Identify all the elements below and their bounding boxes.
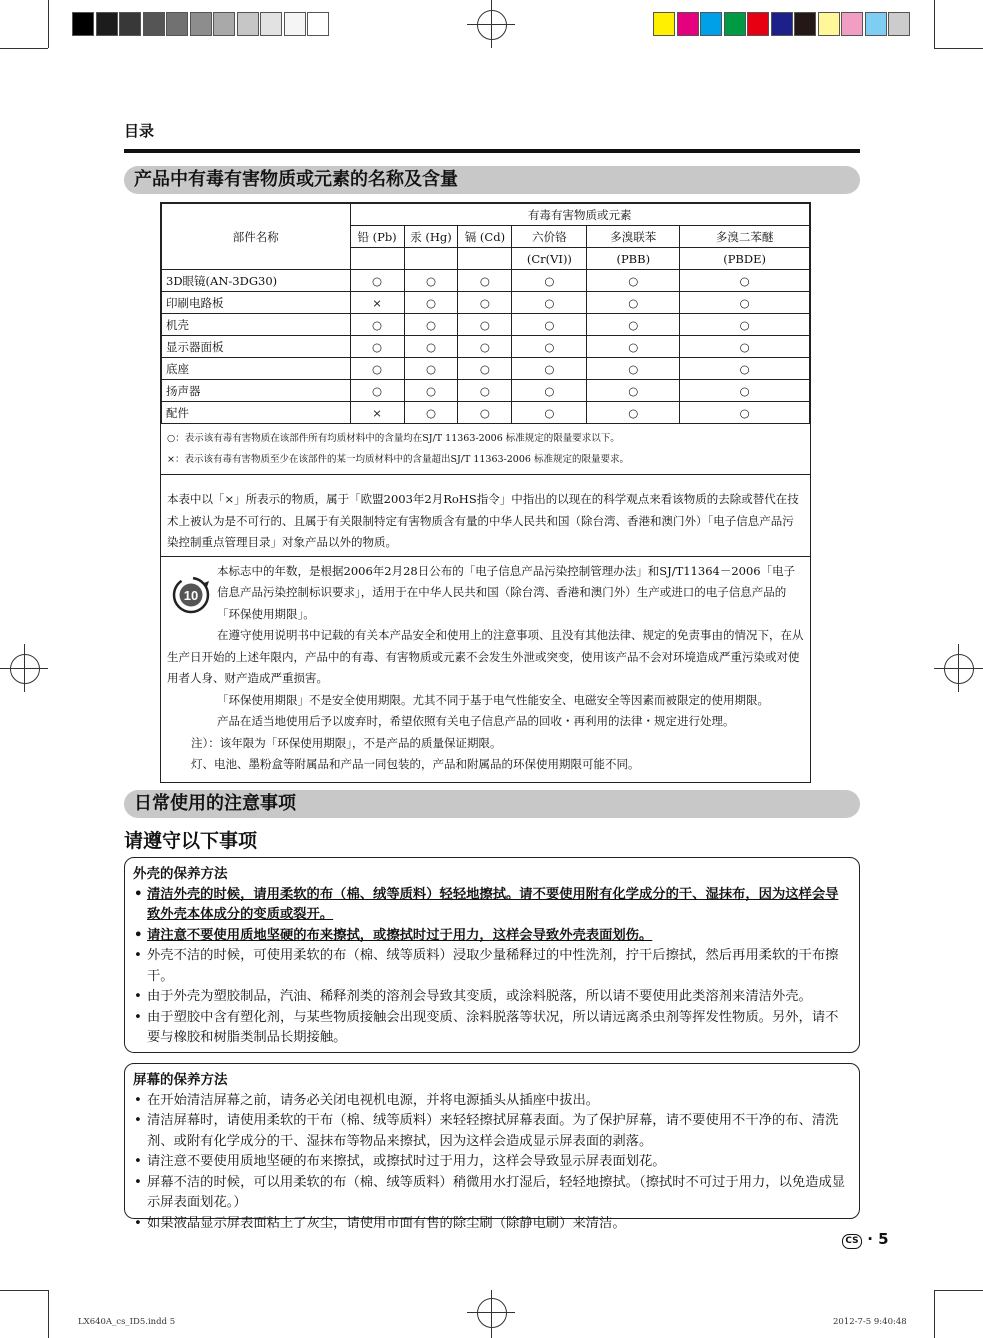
list-item: • 在开始清洁屏幕之前，请务必关闭电视机电源，并将电源插头从插座中拔出。 [133,1091,851,1112]
list-item: • 请注意不要使用质地坚硬的布来擦拭，或擦拭时过于用力，这样会导致显示屏表面划花。 [133,1152,851,1173]
part-name-header: 部件名称 [162,204,351,270]
substance-value-cell: ○ [512,314,587,336]
period-note-label: 注）：该年限为「环保使用期限」，不是产品的质量保证期限。 [191,735,502,750]
color-swatch [771,12,793,36]
crop-mark [934,1290,935,1338]
recycle-paragraph: 产品在适当地使用后予以废弃时，希望依照有关电子信息产品的回收・再利用的法律・规定进行处理。 [217,714,735,728]
table-row [162,314,810,336]
substance-column-subheader: (PBDE) [680,248,810,270]
substance-value-cell: ○ [587,336,680,358]
substance-value-cell: ○ [512,380,587,402]
crop-mark [934,48,983,49]
substance-value-cell: ○ [680,292,810,314]
accessory-note: 灯、电池、墨粉盒等附属品和产品一同包装的，产品和附属品的环保使用期限可能不同。 [191,757,640,771]
crop-mark [0,1290,48,1291]
page-separator: · [867,1230,873,1248]
color-swatch [747,12,769,36]
substance-column-subheader: (PBB) [587,248,680,270]
subtitle-observe: 请遵守以下事项 [124,830,258,852]
substance-value-cell: ○ [680,270,810,292]
list-item: • 请注意不要使用质地坚硬的布来擦拭，或擦拭时过于用力，这样会导致外壳表面划伤。 [133,926,851,947]
table-row [162,292,810,314]
list-item: • 清洁外壳的时候，请用柔软的布（棉、绒等质料）轻轻地擦拭。请不要使用附有化学成分的干、湿抹布，因为这样会导致外壳本体成分的变质或裂开。 [133,885,851,926]
eco-period-number: 10 [183,587,199,603]
substance-value-cell: ○ [458,402,512,424]
substance-value-cell: ○ [512,292,587,314]
substance-value-cell: ○ [404,380,458,402]
color-swatch [794,12,816,36]
crop-mark [48,0,49,48]
substance-column-header: 多溴联苯 [587,226,680,248]
substance-value-cell: ○ [680,402,810,424]
substance-value-cell: ○ [587,314,680,336]
period-note-paragraph: 「环保使用期限」不是安全使用期限。尤其不同于基于电气性能安全、电磁安全等因素而被限定的使用期限。 [217,692,769,707]
substance-value-cell: ○ [680,380,810,402]
part-name-cell: 显示器面板 [162,336,351,358]
list-item: • 清洁屏幕时，请使用柔软的干布（棉、绒等质料）来轻轻擦拭屏幕表面。为了保护屏幕，请不要使用不干净的布、清洗剂、或附有化学成分的干、湿抹布等物品来擦拭，因为这样会造成显示屏表面的剥落。 [133,1111,851,1152]
part-name-cell: 配件 [162,402,351,424]
crop-mark [48,1290,49,1338]
substance-value-cell: ○ [404,402,458,424]
list-item: • 由于塑胶中含有塑化剂，与某些物质接触会出现变质、涂料脱落等状况，所以请远离杀虫剂等挥发性物质。另外，请不要与橡胶和树脂类制品长期接触。 [133,1008,851,1049]
substance-value-cell: ○ [587,292,680,314]
color-swatch [213,12,235,36]
substance-value-cell: ○ [404,292,458,314]
crop-mark [934,0,935,48]
substance-group-header: 有毒有害物质或元素 [350,204,809,226]
part-name-cell: 扬声器 [162,380,351,402]
crop-mark [934,1290,983,1291]
substance-value-cell: ○ [458,270,512,292]
substance-value-cell: ○ [587,380,680,402]
color-swatch [166,12,188,36]
substance-value-cell: ○ [458,336,512,358]
table-row [162,358,810,380]
table-row [162,336,810,358]
substance-value-cell: ○ [404,314,458,336]
substance-value-cell: ○ [512,402,587,424]
table-row [162,380,810,402]
part-name-cell: 3D眼镜(AN-3DG30) [162,270,351,292]
list-item: • 屏幕不洁的时候，可以用柔软的布（棉、绒等质料）稍微用水打湿后，轻轻地擦拭。（擦拭时不可过于用力，以免造成显示屏表面划花。） [133,1173,851,1214]
substance-column-subheader: (Cr(VI)) [512,248,587,270]
substance-value-cell: ○ [350,380,404,402]
color-swatch [724,12,746,36]
substance-value-cell: × [350,292,404,314]
substance-value-cell: ○ [458,380,512,402]
color-swatch [260,12,282,36]
substance-value-cell: ○ [680,336,810,358]
color-swatch [284,12,306,36]
page-number: 5 [878,1230,889,1248]
color-swatch [143,12,165,36]
eco-period-block [161,556,810,782]
color-swatch [237,12,259,36]
substance-column-header: 镉 (Cd) [458,226,512,248]
substance-column-header: 铅 (Pb) [350,226,404,248]
substance-value-cell: ○ [404,336,458,358]
substance-value-cell: ○ [680,358,810,380]
substance-column-subheader [350,248,404,270]
substance-value-cell: ○ [458,314,512,336]
color-swatch [119,12,141,36]
substance-value-cell: ○ [512,336,587,358]
eco-paragraph: 本标志中的年数，是根据2006年2月28日公布的「电子信息产品污染控制管理办法」和SJ/T11364－2006「电子信息产品污染控制标识要求」，适用于在中华人民共和国（除台湾、香港和澳门外）生产或进口的电子信息产品的「环保使用期限」。 [217,563,796,621]
rohs-paragraph: 本表中以「×」所表示的物质，属于「欧盟2003年2月RoHS指令」中指出的以现在的科学观点来看该物质的去除或替代在技术上被认为是不可行的、且属于有关限制特定有害物质含有量的中华人民共和国（除台湾、香港和澳门外）「电子信息产品污染控制重点管理目录」对象产品以外的物质。 [161,474,810,556]
color-swatch [700,12,722,36]
color-swatch [841,12,863,36]
table-row [162,270,810,292]
hazardous-substances-block [160,202,811,783]
substance-value-cell: × [350,402,404,424]
substance-value-cell: ○ [404,270,458,292]
list-item: • 外壳不洁的时候，可使用柔软的布（棉、绒等质料）浸取少量稀释过的中性洗剂，拧干后擦拭，然后再用柔软的干布擦干。 [133,946,851,987]
part-name-cell: 底座 [162,358,351,380]
toc-label: 目录 [124,122,155,140]
color-swatch [72,12,94,36]
case-care-list [133,885,851,1049]
substance-value-cell: ○ [350,314,404,336]
note-circle: ○：表示该有毒有害物质在该部件所有均质材料中的含量均在SJ/T 11363-2006 标准规定的限量要求以下。 [167,433,620,444]
part-name-cell: 机壳 [162,314,351,336]
part-name-cell: 印刷电路板 [162,292,351,314]
section-title-hazardous: 产品中有毒有害物质或元素的名称及含量 [124,166,860,194]
footer-filename: LX640A_cs_ID5.indd 5 [78,1317,176,1327]
crop-mark [0,48,48,49]
color-swatch [96,12,118,36]
color-swatch [190,12,212,36]
substance-value-cell: ○ [350,336,404,358]
header-rule [124,149,860,153]
table-row [162,402,810,424]
note-cross: ×：表示该有毒有害物质至少在该部件的某一均质材料中的含量超出SJ/T 11363-2006 标准规定的限量要求。 [167,454,629,465]
color-swatch [865,12,887,36]
substance-value-cell: ○ [587,270,680,292]
list-item: • 由于外壳为塑胶制品，汽油、稀释剂类的溶剂会导致其变质，或涂料脱落，所以请不要使用此类溶剂来清洁外壳。 [133,987,851,1008]
substance-column-header: 多溴二苯醚 [680,226,810,248]
language-badge: CS [842,1234,862,1249]
color-swatch [653,12,675,36]
substance-value-cell: ○ [404,358,458,380]
substance-value-cell: ○ [680,314,810,336]
list-item: • 如果液晶显示屏表面粘上了灰尘，请使用市面有售的除尘刷（除静电刷）来清洁。 [133,1214,851,1235]
safety-paragraph: 在遵守使用说明书中记载的有关本产品安全和使用上的注意事项、且没有其他法律、规定的免责事由的情况下，在从生产日开始的上述年限内，产品中的有毒、有害物质或元素不会发生外泄或突变，使用该产品不会对环境造成严重污染或对使用者人身、财产造成严重损害。 [167,628,804,685]
page-number-area [842,1230,889,1249]
substance-value-cell: ○ [587,358,680,380]
color-swatch [307,12,329,36]
hazardous-substances-table [161,203,810,424]
substance-value-cell: ○ [458,292,512,314]
substance-value-cell: ○ [512,358,587,380]
substance-column-subheader [404,248,458,270]
color-swatch [818,12,840,36]
footer-timestamp: 2012-7-5 9:40:48 [833,1317,907,1327]
substance-value-cell: ○ [350,358,404,380]
substance-column-header: 汞 (Hg) [404,226,458,248]
substance-column-subheader [458,248,512,270]
case-care-box [124,857,860,1053]
substance-value-cell: ○ [512,270,587,292]
screen-care-title: 屏幕的保养方法 [133,1072,228,1088]
case-care-title: 外壳的保养方法 [133,866,228,882]
screen-care-list [133,1091,851,1235]
color-swatch [677,12,699,36]
table-notes [161,424,810,474]
substance-value-cell: ○ [458,358,512,380]
screen-care-box [124,1063,860,1231]
substance-value-cell: ○ [587,402,680,424]
substance-column-header: 六价铬 [512,226,587,248]
section-title-daily-use: 日常使用的注意事项 [124,790,860,818]
substance-value-cell: ○ [350,270,404,292]
color-swatch [888,12,910,36]
eco-period-icon [171,575,211,615]
